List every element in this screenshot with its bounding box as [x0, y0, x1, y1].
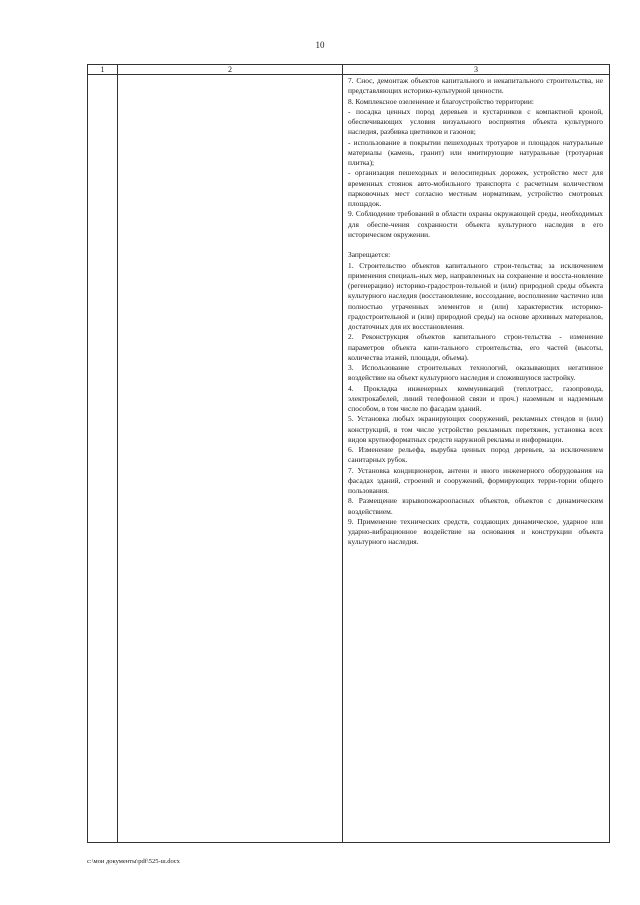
requirement-paragraph: Запрещается: — [348, 250, 391, 260]
requirement-paragraph: 7. Снос, демонтаж объектов капитального и некапитального строительства, не представляющих историко-культурной ценности. — [348, 76, 603, 96]
document-table — [87, 64, 610, 843]
requirement-paragraph: 8. Комплексное озеленение и благоустройство территории: — [348, 96, 534, 106]
requirement-paragraph: 8. Размещение взрывопожароопасных объектов, объектов с динамическим воздействием. — [348, 496, 603, 516]
page-number: 10 — [315, 40, 325, 50]
requirement-paragraph: 7. Установка кондиционеров, антенн и иного инженерного оборудования на фасадах зданий, строений и сооружений, формирующих терри-тории общего пользования. — [348, 465, 603, 495]
cell-col-3 — [343, 75, 610, 843]
requirement-paragraph: 3. Использование строительных технологий, оказывающих негативное воздействие на объект культурного наследия и сложившуюся застройку. — [348, 363, 603, 383]
paragraph-spacer — [348, 240, 603, 250]
requirement-paragraph: 9. Применение технических средств, создающих динамическое, ударное или ударно-вибрационное воздействие на основания и конструкции объекта культурного наследия. — [348, 516, 603, 547]
requirement-paragraph: 9. Соблюдение требований в области охраны окружающей среды, необходимых для обеспе-чения сохранности объекта культурного наследия в его историческом окружении. — [348, 209, 603, 239]
requirement-paragraph: - организация пешеходных и велосипедных дорожек, устройство мест для временных стоянок авто-мобильного транспорта с расчетным количеством парковочных мест согласно местным нормативам, устройство смотровых площадок. — [348, 168, 603, 208]
table-header-row — [88, 65, 610, 75]
requirement-paragraph: 2. Реконструкция объектов капитального строи-тельства - изменение параметров объекта капи-тального строительства, его частей (высоты, количества этажей, площади, объема). — [348, 332, 603, 362]
cell-col-1 — [88, 75, 118, 843]
requirement-paragraph: 4. Прокладка инженерных коммуникаций (теплотрасс, газопровода, электрокабелей, линий телефонной связи и проч.) наземным и надземным способом, в том числе по фасадам зданий. — [348, 383, 603, 413]
requirement-paragraph: 5. Установка любых экранирующих сооружений, рекламных стендов и (или) конструкций, в том числе устройство рекламных перетяжек, установка всех видов крупноформатных средств наружной рекламы и информации. — [348, 414, 603, 444]
requirement-paragraph: - использование в покрытии пешеходных тротуаров и площадок натуральные материалы (камень, гранит) или имитирующие натуральные (тротуарная плитка); — [348, 137, 603, 167]
header-col-1: 1 — [88, 65, 118, 75]
cell-col-2 — [118, 75, 343, 843]
requirement-paragraph: 1. Строительство объектов капитального строи-тельства; за исключением применения специаль-ных мер, направленных на сохранение и восста-новление (регенерацию) историко-градострои-тельной и (или) природной среды объекта культурного наследия (восстановление, воссоздание, восполнение частично или полностью утраченных элементов и (или) характеристик историко-градостроительной и (или) природной среды) на основе архивных материалов, достаточных для их восстановления. — [348, 260, 603, 331]
header-col-3: 3 — [343, 65, 610, 75]
table-row — [88, 75, 610, 843]
header-col-2: 2 — [118, 65, 343, 75]
footer-file-path: c:\мои документы\pdf\525-ш.docx — [87, 858, 180, 865]
requirement-paragraph: - посадка ценных пород деревьев и кустарников с компактной кроной, обеспечивающих условия визуального восприятия объекта культурного наследия, разбивка цветников и газонов; — [348, 106, 603, 137]
requirements-text — [343, 75, 609, 842]
requirement-paragraph: 6. Изменение рельефа, вырубка ценных пород деревьев, за исключением санитарных рубок. — [348, 445, 603, 465]
